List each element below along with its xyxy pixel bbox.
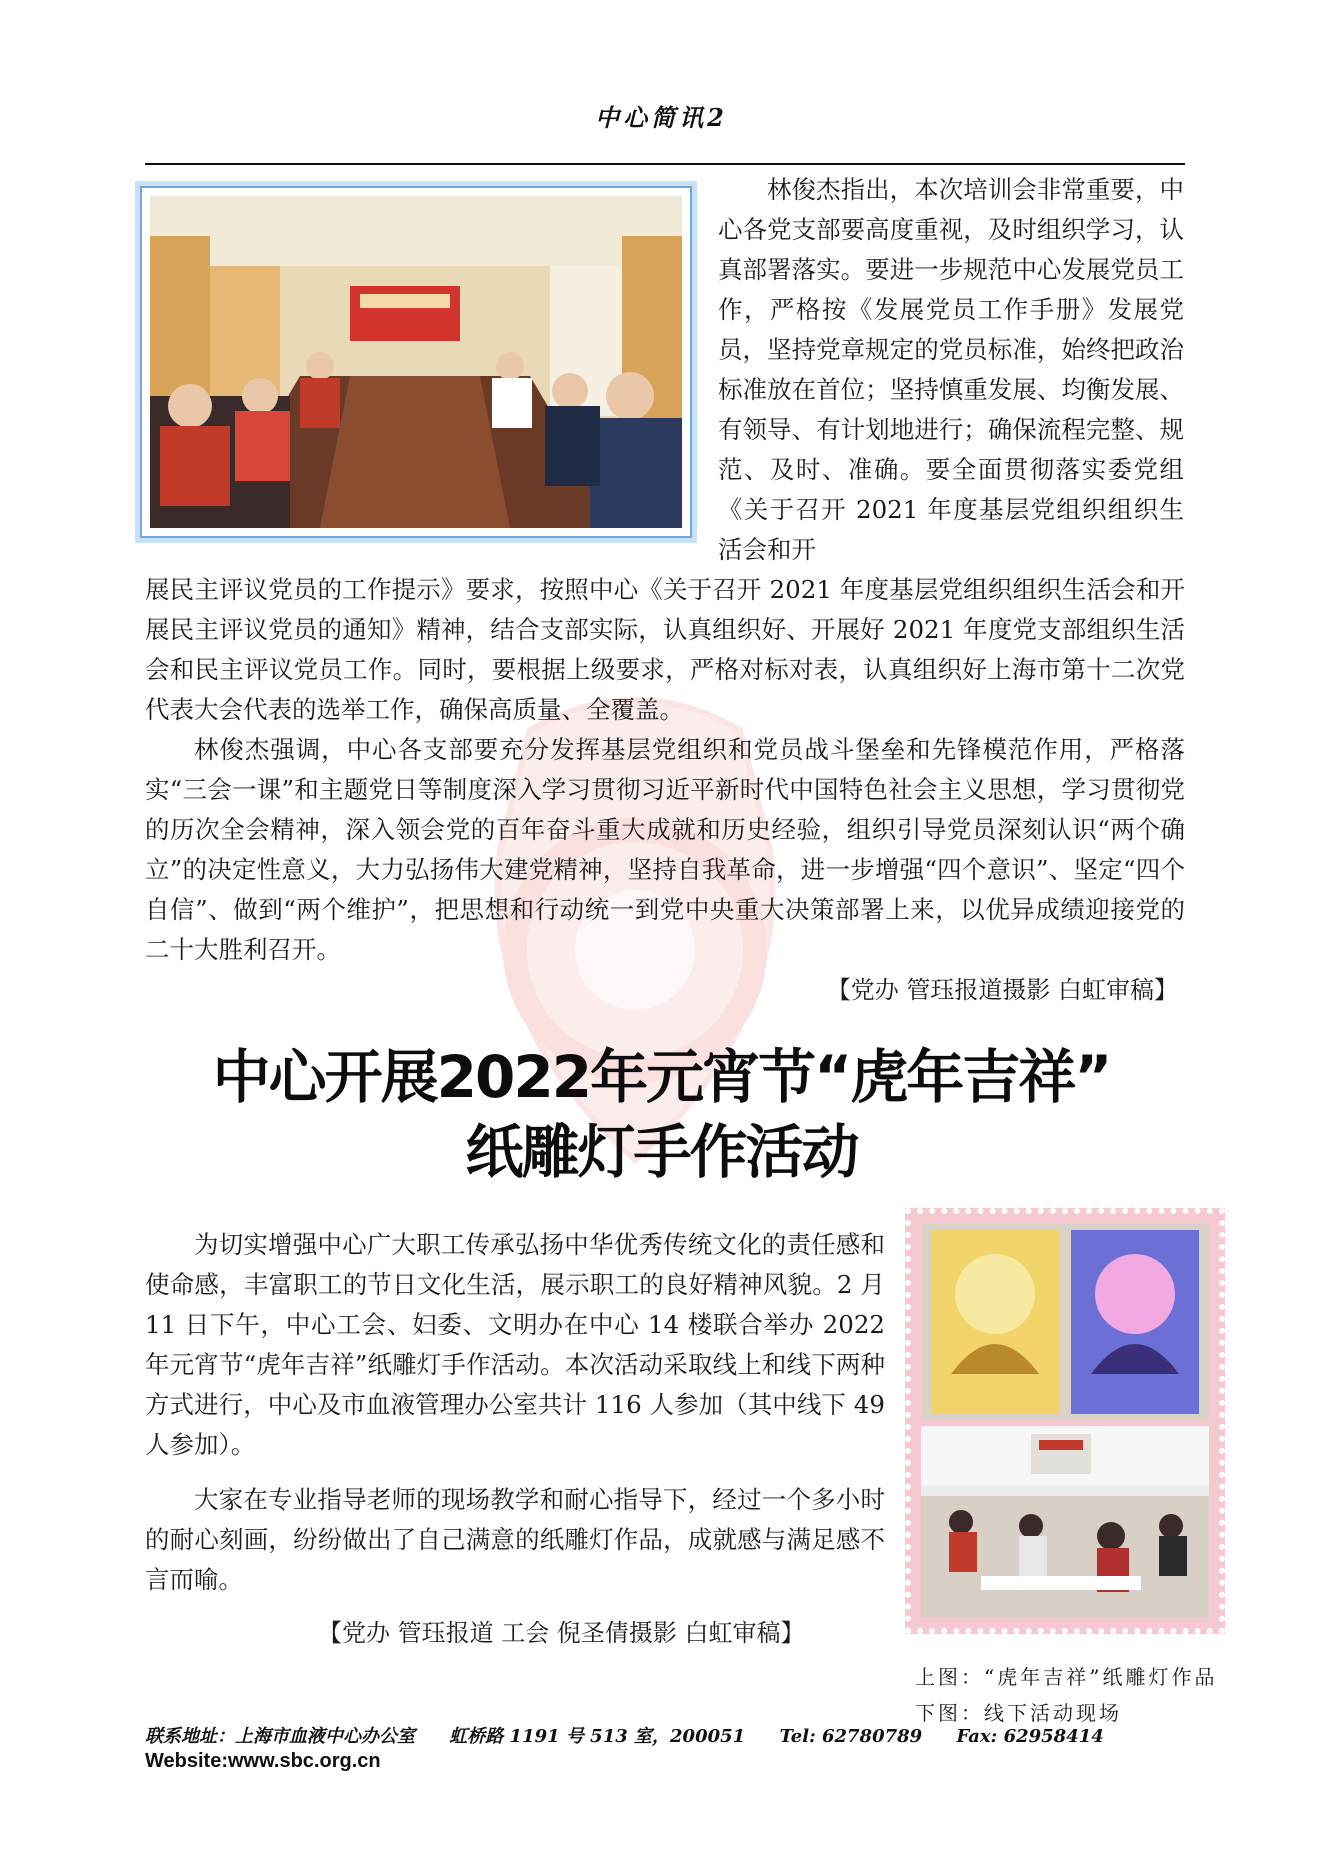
footer-road: 虹桥路 1191 号 513 室，200051 — [449, 1726, 746, 1747]
header-divider — [145, 163, 1185, 165]
footer-tel: Tel: 62780789 — [779, 1726, 923, 1747]
photo-caption-top: 上图：“虎年吉祥”纸雕灯作品 — [915, 1665, 1218, 1689]
lantern-artwork-photo — [921, 1224, 1209, 1420]
article1-paragraph-1: 林俊杰指出，本次培训会非常重要，中心各党支部要高度重视，及时组织学习，认真部署落实。要进一步规范中心发展党员工作，严格按《发展党员工作手册》发展党员，坚持党章规定的党员标准，始终把政治标准放在首位；坚持慎重发展、均衡发展、有领导、有计划地进行；确保流程完整、规范、及时、准确。要全面贯彻落实委党组《关于召开 2021 年度基层党组织组织生活会和开 — [718, 175, 1184, 564]
article1-credit: 【党办 管珏报道摄影 白虹审稿】 — [826, 976, 1178, 1004]
article2-title-line2: 纸雕灯手作活动 — [465, 1118, 858, 1186]
newsletter-title: 中心简讯2 — [595, 103, 728, 132]
article2-paragraph-2: 大家在专业指导老师的现场教学和耐心指导下，经过一个多小时的耐心刻画，纷纷做出了自己满意的纸雕灯作品，成就感与满足感不言而喻。 — [145, 1485, 885, 1594]
meeting-photo — [140, 186, 692, 538]
meeting-photo-image — [150, 196, 682, 528]
footer-contact — [145, 1722, 1132, 1748]
footer-fax: Fax: 62958414 — [956, 1726, 1104, 1747]
footer-address: 联系地址：上海市血液中心办公室 — [145, 1726, 415, 1747]
photo-caption-bottom: 下图：线下活动现场 — [915, 1701, 1122, 1725]
article2-paragraph-1: 为切实增强中心广大职工传承弘扬中华优秀传统文化的责任感和使命感，丰富职工的节日文化生活，展示职工的良好精神风貌。2 月 11 日下午，中心工会、妇委、文明办在中心 14 楼联合举办 2022 年元宵节“虎年吉祥”纸雕灯手作活动。本次活动采取线上和线下两种方式进行，中心及市血液管理办公室共计 116 人参加（其中线下 49 人参加）。 — [145, 1230, 885, 1459]
lantern-photo-stamp — [905, 1208, 1225, 1634]
footer-website[interactable]: Website:www.sbc.org.cn — [145, 1750, 381, 1772]
activity-scene-photo — [921, 1426, 1209, 1618]
article2-credit: 【党办 管珏报道 工会 倪圣倩摄影 白虹审稿】 — [318, 1619, 805, 1647]
article1-paragraph-2: 展民主评议党员的工作提示》要求，按照中心《关于召开 2021 年度基层党组织组织生活会和开展民主评议党员的通知》精神，结合支部实际，认真组织好、开展好 2021 年度党支部组织生活会和民主评议党员工作。同时，要根据上级要求，严格对标对表，认真组织好上海市第十二次党代表大会代表的选举工作，确保高质量、全覆盖。 — [145, 575, 1185, 724]
article2-title-line1: 中心开展2022年元宵节“虎年吉祥” — [212, 1043, 1111, 1111]
article1-paragraph-3: 林俊杰强调，中心各支部要充分发挥基层党组织和党员战斗堡垒和先锋模范作用，严格落实“三会一课”和主题党日等制度深入学习贯彻习近平新时代中国特色社会主义思想，学习贯彻党的历次全会精神，深入领会党的百年奋斗重大成就和历史经验，组织引导党员深刻认识“两个确立”的决定性意义，大力弘扬伟大建党精神，坚持自我革命，进一步增强“四个意识”、坚定“四个自信”、做到“两个维护”，把思想和行动统一到党中央重大决策部署上来，以优异成绩迎接党的二十大胜利召开。 — [145, 735, 1185, 964]
